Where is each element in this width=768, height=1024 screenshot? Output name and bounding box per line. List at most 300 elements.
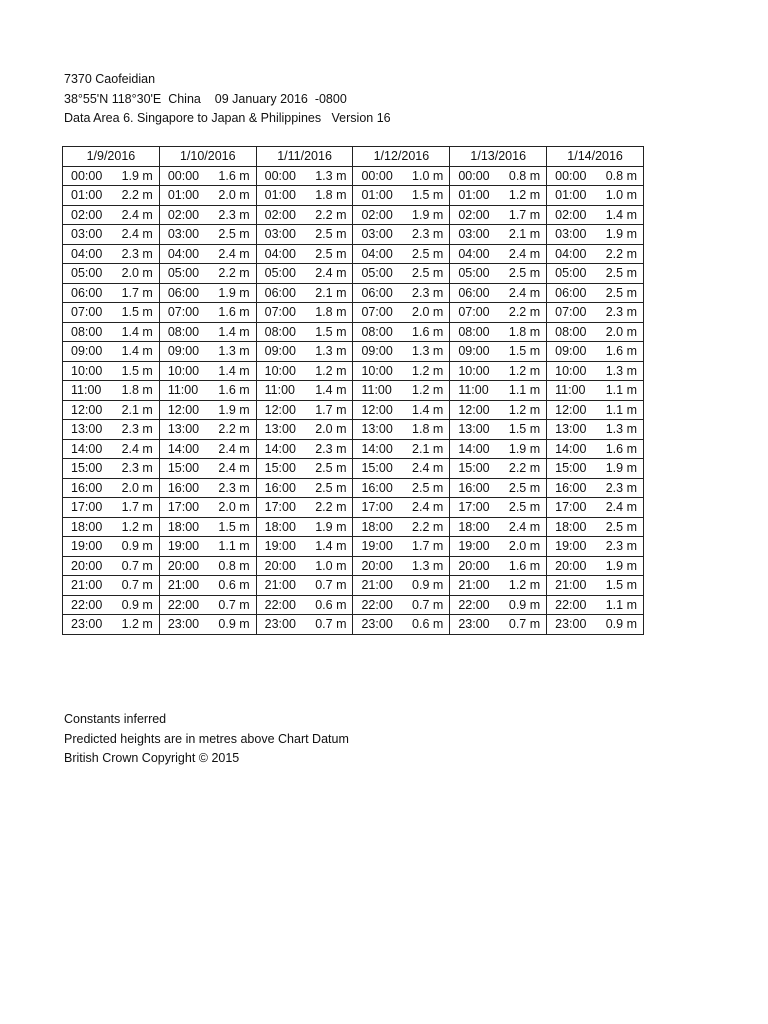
tide-time: 09:00: [167, 344, 200, 359]
tide-time: 22:00: [555, 597, 587, 612]
tide-time: 02:00: [264, 207, 296, 222]
tide-height: 2.4 m: [218, 461, 250, 476]
tide-cell: [159, 420, 256, 440]
tide-time: 15:00: [167, 461, 200, 476]
tide-height: 1.4 m: [315, 383, 347, 398]
tide-height: 2.5 m: [412, 266, 444, 281]
tide-height: 2.3 m: [605, 539, 637, 554]
tide-time: 20:00: [555, 558, 587, 573]
tide-time: 20:00: [264, 558, 296, 573]
tide-time: 14:00: [361, 441, 393, 456]
tide-height: 0.8 m: [218, 558, 250, 573]
tide-time: 23:00: [361, 617, 393, 632]
tide-height: 1.6 m: [605, 441, 637, 456]
tide-time: 22:00: [167, 597, 200, 612]
tide-cell: [256, 186, 353, 206]
tide-height: 2.3 m: [121, 461, 153, 476]
tide-cell: [256, 322, 353, 342]
tide-height: 2.5 m: [508, 500, 541, 515]
tide-height: 1.3 m: [412, 344, 444, 359]
tide-cell: [159, 537, 256, 557]
tide-time: 00:00: [71, 168, 103, 183]
tide-height: 2.3 m: [121, 422, 153, 437]
date-header: 1/13/2016: [450, 147, 547, 167]
tide-cell: [159, 225, 256, 245]
tide-cell: [256, 420, 353, 440]
tide-time: 04:00: [458, 246, 490, 261]
tide-time: 00:00: [167, 168, 200, 183]
tide-time: 15:00: [361, 461, 393, 476]
tide-cell: [353, 595, 450, 615]
tide-cell: [63, 537, 160, 557]
tide-cell: [256, 595, 353, 615]
tide-height: 2.3 m: [121, 246, 153, 261]
tide-time: 06:00: [555, 285, 587, 300]
tide-cell: [63, 205, 160, 225]
tide-time: 20:00: [361, 558, 393, 573]
date-header: 1/14/2016: [547, 147, 644, 167]
tide-cell: [353, 283, 450, 303]
tide-cell: [353, 225, 450, 245]
tide-height: 2.4 m: [508, 519, 541, 534]
tide-cell: [63, 225, 160, 245]
tide-height: 2.5 m: [605, 519, 637, 534]
tide-height: 0.7 m: [121, 558, 153, 573]
tide-height: 2.3 m: [412, 285, 444, 300]
tide-time: 00:00: [264, 168, 296, 183]
tide-height: 2.2 m: [218, 266, 250, 281]
tide-cell: [159, 264, 256, 284]
tide-cell: [353, 342, 450, 362]
tide-cell: [63, 342, 160, 362]
tide-height: 1.9 m: [218, 402, 250, 417]
tide-height: 1.5 m: [315, 324, 347, 339]
tide-cell: [63, 322, 160, 342]
tide-height: 2.4 m: [121, 441, 153, 456]
tide-height: 1.4 m: [218, 324, 250, 339]
tide-height: 0.9 m: [508, 597, 541, 612]
tide-cell: [256, 264, 353, 284]
tide-time: 04:00: [361, 246, 393, 261]
tide-time: 23:00: [555, 617, 587, 632]
tide-height: 2.2 m: [508, 305, 541, 320]
tide-height: 1.1 m: [508, 383, 541, 398]
tide-height: 1.3 m: [315, 344, 347, 359]
tide-time: 01:00: [555, 188, 587, 203]
tide-time: 12:00: [555, 402, 587, 417]
tide-cell: [159, 576, 256, 596]
tide-height: 2.5 m: [218, 227, 250, 242]
table-row: [63, 478, 644, 498]
table-row: [63, 537, 644, 557]
tide-cell: [450, 381, 547, 401]
tide-time: 07:00: [264, 305, 296, 320]
tide-cell: [63, 517, 160, 537]
tide-time: 20:00: [458, 558, 490, 573]
tide-height: 0.7 m: [218, 597, 250, 612]
tide-time: 08:00: [458, 324, 490, 339]
tide-cell: [256, 576, 353, 596]
tide-height: 1.8 m: [121, 383, 153, 398]
tide-time: 05:00: [458, 266, 490, 281]
tide-time: 12:00: [167, 402, 200, 417]
tide-cell: [256, 283, 353, 303]
tide-cell: [63, 595, 160, 615]
tide-height: 2.1 m: [508, 227, 541, 242]
tide-height: 1.5 m: [121, 363, 153, 378]
date-header: 1/9/2016: [63, 147, 160, 167]
tide-height: 0.6 m: [218, 578, 250, 593]
tide-height: 2.3 m: [218, 207, 250, 222]
tide-height: 1.2 m: [121, 617, 153, 632]
tide-height: 1.1 m: [218, 539, 250, 554]
tide-height: 1.2 m: [412, 363, 444, 378]
tide-height: 1.4 m: [218, 363, 250, 378]
tide-time: 22:00: [458, 597, 490, 612]
tide-cell: [450, 498, 547, 518]
tide-cell: [256, 478, 353, 498]
tide-cell: [63, 498, 160, 518]
table-row: [63, 439, 644, 459]
tide-cell: [547, 264, 644, 284]
date-header: 1/11/2016: [256, 147, 353, 167]
tide-time: 13:00: [361, 422, 393, 437]
tide-height: 1.6 m: [218, 168, 250, 183]
tide-time: 19:00: [167, 539, 200, 554]
tide-cell: [450, 342, 547, 362]
tide-cell: [159, 205, 256, 225]
tide-cell: [450, 205, 547, 225]
tide-height: 1.2 m: [508, 363, 541, 378]
tide-table-body: [63, 166, 644, 634]
tide-cell: [547, 225, 644, 245]
tide-height: 1.2 m: [412, 383, 444, 398]
tide-time: 10:00: [458, 363, 490, 378]
tide-cell: [450, 537, 547, 557]
tide-height: 0.7 m: [315, 578, 347, 593]
tide-cell: [353, 498, 450, 518]
tide-height: 2.4 m: [412, 500, 444, 515]
tide-time: 21:00: [167, 578, 200, 593]
tide-time: 05:00: [71, 266, 103, 281]
tide-cell: [450, 439, 547, 459]
tide-time: 21:00: [361, 578, 393, 593]
tide-height: 2.2 m: [315, 207, 347, 222]
tide-cell: [353, 517, 450, 537]
tide-time: 08:00: [555, 324, 587, 339]
tide-time: 01:00: [264, 188, 296, 203]
tide-time: 16:00: [458, 480, 490, 495]
tide-cell: [63, 439, 160, 459]
tide-cell: [353, 361, 450, 381]
tide-height: 0.7 m: [508, 617, 541, 632]
tide-time: 12:00: [264, 402, 296, 417]
tide-cell: [547, 439, 644, 459]
tide-time: 17:00: [264, 500, 296, 515]
tide-height: 2.2 m: [315, 500, 347, 515]
tide-height: 2.1 m: [121, 402, 153, 417]
tide-height: 1.6 m: [218, 383, 250, 398]
table-row: [63, 615, 644, 635]
table-row: [63, 400, 644, 420]
tide-time: 16:00: [264, 480, 296, 495]
constants-note: Constants inferred: [64, 712, 167, 726]
tide-height: 2.4 m: [508, 246, 541, 261]
tide-height: 1.8 m: [315, 305, 347, 320]
tide-height: 2.5 m: [605, 266, 637, 281]
tide-time: 05:00: [167, 266, 200, 281]
tide-cell: [159, 400, 256, 420]
tide-cell: [547, 478, 644, 498]
tide-time: 02:00: [361, 207, 393, 222]
tide-cell: [450, 322, 547, 342]
tide-time: 14:00: [167, 441, 200, 456]
tide-time: 17:00: [167, 500, 200, 515]
tide-time: 16:00: [361, 480, 393, 495]
date-header-row: [63, 147, 644, 167]
datum-note: Predicted heights are in metres above Chart Datum: [64, 731, 349, 746]
tide-cell: [256, 517, 353, 537]
tide-cell: [63, 303, 160, 323]
tide-cell: [450, 361, 547, 381]
tide-time: 01:00: [361, 188, 393, 203]
tide-height: 1.0 m: [605, 188, 637, 203]
tide-cell: [450, 556, 547, 576]
tide-cell: [353, 400, 450, 420]
tide-time: 07:00: [71, 305, 103, 320]
tide-cell: [256, 459, 353, 479]
tide-time: 02:00: [71, 207, 103, 222]
tide-height: 1.9 m: [508, 441, 541, 456]
tide-height: 1.3 m: [315, 168, 347, 183]
tide-height: 0.9 m: [121, 597, 153, 612]
tide-cell: [353, 420, 450, 440]
tide-height: 2.5 m: [315, 480, 347, 495]
tide-cell: [353, 576, 450, 596]
tide-height: 2.4 m: [508, 285, 541, 300]
table-row: [63, 186, 644, 206]
tide-cell: [63, 244, 160, 264]
tide-cell: [256, 166, 353, 186]
tide-cell: [256, 303, 353, 323]
tide-cell: [63, 478, 160, 498]
tide-time: 10:00: [167, 363, 200, 378]
table-row: [63, 420, 644, 440]
tide-time: 18:00: [71, 519, 103, 534]
tide-height: 2.3 m: [218, 480, 250, 495]
table-row: [63, 166, 644, 186]
tide-cell: [256, 225, 353, 245]
tide-time: 22:00: [71, 597, 103, 612]
tide-cell: [547, 459, 644, 479]
tide-cell: [159, 439, 256, 459]
tide-cell: [159, 556, 256, 576]
tide-height: 2.1 m: [412, 441, 444, 456]
tide-cell: [547, 166, 644, 186]
tide-height: 1.9 m: [315, 519, 347, 534]
tide-height: 2.4 m: [218, 246, 250, 261]
tide-height: 1.2 m: [121, 519, 153, 534]
tide-cell: [547, 595, 644, 615]
tide-cell: [353, 186, 450, 206]
table-row: [63, 205, 644, 225]
tide-time: 17:00: [555, 500, 587, 515]
tide-time: 06:00: [71, 285, 103, 300]
tide-height: 1.7 m: [412, 539, 444, 554]
tide-time: 01:00: [458, 188, 490, 203]
data-area: Data Area 6. Singapore to Japan & Philippines Version 16: [64, 111, 391, 125]
document-header: [64, 70, 391, 129]
tide-cell: [63, 556, 160, 576]
tide-cell: [159, 166, 256, 186]
tide-height: 2.3 m: [605, 305, 637, 320]
table-row: [63, 381, 644, 401]
tide-height: 2.0 m: [121, 266, 153, 281]
tide-height: 2.0 m: [508, 539, 541, 554]
tide-cell: [353, 556, 450, 576]
tide-height: 1.1 m: [605, 402, 637, 417]
tide-time: 21:00: [71, 578, 103, 593]
tide-cell: [547, 498, 644, 518]
tide-time: 05:00: [555, 266, 587, 281]
tide-cell: [256, 361, 353, 381]
tide-cell: [353, 205, 450, 225]
tide-height: 1.8 m: [412, 422, 444, 437]
tide-time: 18:00: [361, 519, 393, 534]
tide-time: 04:00: [71, 246, 103, 261]
tide-cell: [256, 537, 353, 557]
tide-time: 11:00: [167, 383, 199, 398]
tide-cell: [159, 244, 256, 264]
tide-height: 0.6 m: [315, 597, 347, 612]
tide-height: 2.2 m: [605, 246, 637, 261]
table-row: [63, 225, 644, 245]
tide-time: 07:00: [361, 305, 393, 320]
tide-cell: [353, 264, 450, 284]
tide-height: 2.0 m: [218, 188, 250, 203]
tide-table: [62, 146, 644, 635]
tide-height: 1.5 m: [605, 578, 637, 593]
date-header: 1/10/2016: [159, 147, 256, 167]
tide-cell: [63, 264, 160, 284]
tide-time: 09:00: [458, 344, 490, 359]
tide-height: 1.2 m: [508, 402, 541, 417]
tide-height: 1.0 m: [315, 558, 347, 573]
tide-time: 01:00: [167, 188, 200, 203]
tide-time: 11:00: [361, 383, 392, 398]
tide-time: 09:00: [71, 344, 103, 359]
tide-height: 0.7 m: [315, 617, 347, 632]
tide-height: 1.5 m: [121, 305, 153, 320]
tide-time: 00:00: [458, 168, 490, 183]
tide-cell: [450, 478, 547, 498]
tide-height: 2.2 m: [121, 188, 153, 203]
tide-cell: [159, 517, 256, 537]
tide-height: 1.9 m: [605, 227, 637, 242]
tide-time: 04:00: [167, 246, 200, 261]
tide-cell: [256, 400, 353, 420]
tide-cell: [547, 556, 644, 576]
tide-cell: [353, 478, 450, 498]
tide-cell: [547, 400, 644, 420]
tide-time: 20:00: [167, 558, 200, 573]
tide-height: 0.6 m: [412, 617, 444, 632]
tide-height: 1.4 m: [315, 539, 347, 554]
tide-height: 2.5 m: [508, 266, 541, 281]
tide-height: 2.3 m: [315, 441, 347, 456]
tide-time: 01:00: [71, 188, 103, 203]
tide-cell: [450, 459, 547, 479]
tide-time: 11:00: [555, 383, 586, 398]
tide-height: 2.0 m: [218, 500, 250, 515]
tide-cell: [547, 205, 644, 225]
tide-time: 15:00: [555, 461, 587, 476]
tide-height: 1.4 m: [121, 324, 153, 339]
tide-time: 03:00: [167, 227, 200, 242]
tide-cell: [159, 478, 256, 498]
tide-time: 13:00: [167, 422, 200, 437]
tide-height: 1.5 m: [508, 344, 541, 359]
tide-time: 15:00: [458, 461, 490, 476]
tide-cell: [159, 498, 256, 518]
tide-time: 07:00: [458, 305, 490, 320]
tide-height: 1.3 m: [412, 558, 444, 573]
date-header: 1/12/2016: [353, 147, 450, 167]
tide-time: 21:00: [458, 578, 490, 593]
tide-time: 11:00: [71, 383, 102, 398]
tide-cell: [450, 576, 547, 596]
tide-height: 2.5 m: [412, 246, 444, 261]
tide-height: 1.6 m: [508, 558, 541, 573]
tide-height: 1.9 m: [121, 168, 153, 183]
table-row: [63, 517, 644, 537]
tide-height: 2.5 m: [508, 480, 541, 495]
tide-time: 18:00: [264, 519, 296, 534]
tide-cell: [353, 459, 450, 479]
tide-time: 19:00: [458, 539, 490, 554]
table-row: [63, 283, 644, 303]
tide-cell: [547, 615, 644, 635]
tide-time: 23:00: [458, 617, 490, 632]
table-row: [63, 244, 644, 264]
tide-height: 2.2 m: [412, 519, 444, 534]
table-row: [63, 361, 644, 381]
tide-cell: [450, 244, 547, 264]
tide-time: 06:00: [167, 285, 200, 300]
tide-cell: [63, 615, 160, 635]
tide-height: 2.2 m: [218, 422, 250, 437]
table-row: [63, 556, 644, 576]
tide-height: 2.4 m: [605, 500, 637, 515]
tide-cell: [159, 186, 256, 206]
tide-time: 00:00: [361, 168, 393, 183]
tide-height: 2.5 m: [315, 227, 347, 242]
tide-time: 19:00: [264, 539, 296, 554]
tide-time: 02:00: [555, 207, 587, 222]
tide-cell: [547, 283, 644, 303]
tide-height: 2.0 m: [121, 480, 153, 495]
tide-cell: [450, 517, 547, 537]
tide-height: 0.8 m: [508, 168, 541, 183]
tide-cell: [63, 420, 160, 440]
tide-cell: [63, 576, 160, 596]
copyright-note: British Crown Copyright © 2015: [64, 751, 240, 765]
tide-time: 14:00: [555, 441, 587, 456]
tide-cell: [353, 303, 450, 323]
tide-time: 23:00: [71, 617, 103, 632]
table-row: [63, 576, 644, 596]
tide-cell: [353, 244, 450, 264]
